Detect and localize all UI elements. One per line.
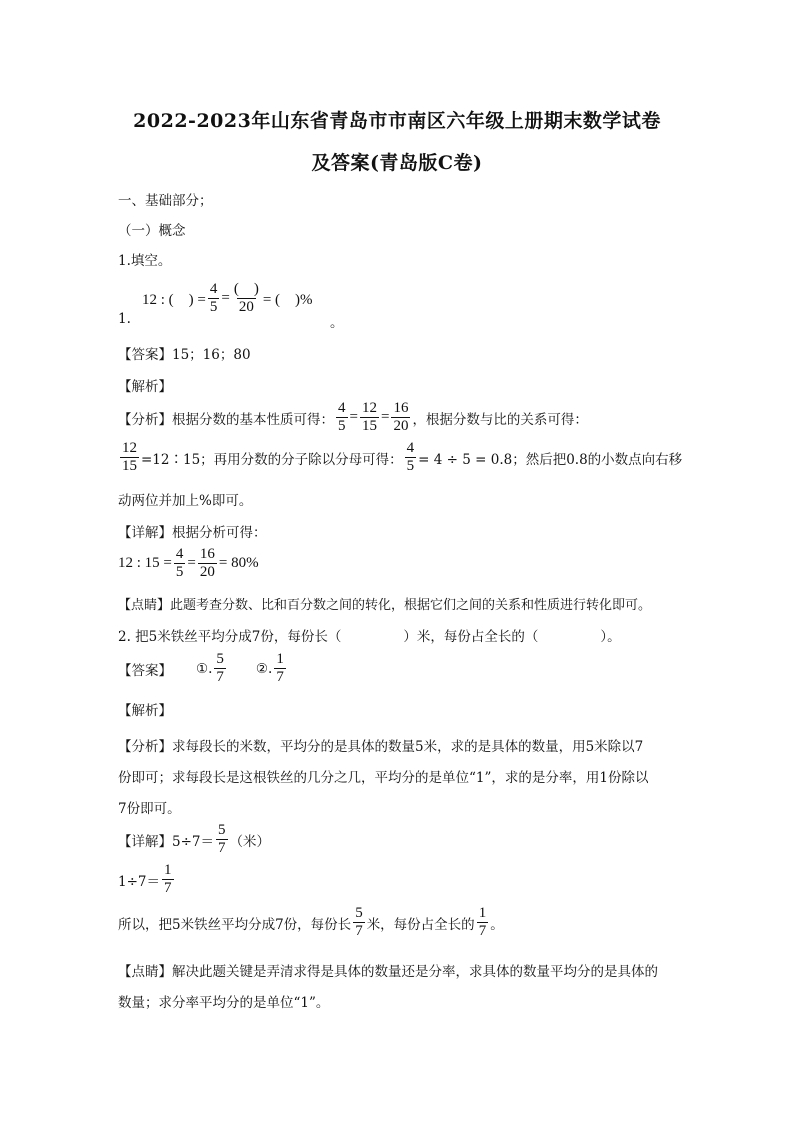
num: 4 bbox=[406, 440, 415, 456]
q1-end: 。 bbox=[330, 315, 344, 331]
section-heading: 一、基础部分； bbox=[118, 193, 213, 209]
q2-so-frac-2 bbox=[477, 905, 489, 940]
num: 5 bbox=[216, 651, 224, 667]
q2-ans1-frac bbox=[214, 651, 226, 686]
num: 16 bbox=[199, 546, 215, 562]
q2-ans2-frac bbox=[274, 651, 286, 686]
den: 5 bbox=[175, 564, 184, 580]
q1-fx-frac-1 bbox=[336, 400, 348, 435]
q2-conclusion bbox=[118, 905, 504, 940]
q2-stem-b: ）米，每份占全长的（ bbox=[403, 629, 539, 645]
q2-so-frac-1 bbox=[353, 905, 365, 940]
q1-f1-num: 4 bbox=[209, 281, 218, 297]
q1-number: 1. bbox=[118, 311, 131, 327]
den: 20 bbox=[199, 564, 215, 580]
q1-fenxi-line-2 bbox=[118, 440, 682, 475]
q2-so-b: 米，每份占全长的 bbox=[366, 916, 475, 933]
q1-f1-den: 5 bbox=[209, 299, 218, 315]
q1-analysis-heading: 【解析】 bbox=[118, 379, 172, 395]
den: 7 bbox=[218, 840, 226, 856]
num: 12 bbox=[122, 440, 137, 456]
title-line-1: 2022-2023年山东省青岛市市南区六年级上册期末数学试卷 bbox=[133, 110, 661, 132]
q1-fenxi-line-3: 动两位并加上%即可。 bbox=[118, 493, 253, 509]
q1-fenxi-line-1 bbox=[118, 400, 588, 435]
q1-xj-a: 12 : 15 = bbox=[118, 555, 172, 571]
q2-comment-1: 【点睛】解决此题关键是弄清求得是具体的数量还是分率，求具体的数量平均分的是具体的 bbox=[118, 964, 658, 980]
q1-fraction-1 bbox=[208, 281, 220, 316]
q1-eq-b: = bbox=[221, 290, 230, 306]
q1-xj-frac-2 bbox=[198, 546, 217, 581]
q1-answer: 【答案】15；16；80 bbox=[118, 347, 251, 363]
q1-fx-frac-3 bbox=[391, 400, 410, 435]
num: 16 bbox=[393, 400, 409, 416]
q2-fenxi-2: 份即可；求每段长是这根铁丝的几分之几，平均分的是单位“1”，求的是分率，用1份除以 bbox=[118, 770, 649, 786]
q2-answer-label: 【答案】 bbox=[118, 662, 172, 679]
q2-xj2-frac bbox=[162, 862, 174, 897]
q1-fenxi-a: 【分析】根据分数的基本性质可得： bbox=[118, 411, 334, 428]
q1-fenxi-d: = 4 ÷ 5 = 0.8；然后把0.8的小数点向右移 bbox=[418, 451, 683, 468]
q2-fenxi-3: 7份即可。 bbox=[118, 801, 181, 817]
num: 1 bbox=[164, 862, 172, 878]
q1-comment: 【点睛】此题考查分数、比和百分数之间的转化，根据它们之间的关系和性质进行转化即可。 bbox=[118, 598, 652, 613]
q2-stem bbox=[118, 625, 621, 645]
q1-equation bbox=[142, 281, 313, 316]
den: 7 bbox=[216, 669, 224, 685]
den: 5 bbox=[406, 458, 415, 474]
equals: = bbox=[187, 555, 196, 571]
q2-stem-a: 2. 把5米铁丝平均分成7份，每份长（ bbox=[118, 629, 342, 645]
equals: = bbox=[380, 409, 390, 425]
q1-detail-heading: 【详解】根据分析可得： bbox=[118, 525, 267, 541]
q1-f2-den: 20 bbox=[238, 299, 254, 315]
den: 15 bbox=[122, 458, 137, 474]
q1-eq-c: = ( )% bbox=[262, 292, 313, 308]
q1-fx-frac-2 bbox=[360, 400, 379, 435]
den: 7 bbox=[355, 923, 363, 939]
title-line-2: 及答案(青岛版C卷) bbox=[311, 152, 483, 174]
equals: = bbox=[349, 409, 358, 425]
q1-xj-b: = 80% bbox=[218, 555, 259, 571]
q1-fraction-2 bbox=[232, 281, 261, 316]
q1-fx-frac-5 bbox=[405, 440, 417, 475]
q2-xj2-a: 1÷7＝ bbox=[118, 873, 160, 890]
den: 7 bbox=[478, 923, 487, 939]
q1-f2-num: ( ) bbox=[233, 281, 259, 297]
num: 1 bbox=[478, 905, 487, 921]
q2-comment-2: 数量；求分率平均分的是单位“1”。 bbox=[118, 995, 330, 1011]
q2-so-a: 所以，把5米铁丝平均分成7份，每份长 bbox=[118, 916, 352, 933]
den: 7 bbox=[276, 669, 284, 685]
den: 15 bbox=[361, 418, 377, 434]
den: 7 bbox=[164, 880, 172, 896]
q2-ans1-mark: ①. bbox=[196, 660, 213, 677]
q2-analysis-heading: 【解析】 bbox=[118, 703, 172, 719]
q2-fenxi-1: 【分析】求每段长的米数，平均分的是具体的数量5米，求的是具体的数量，用5米除以7 bbox=[118, 739, 644, 755]
num: 4 bbox=[175, 546, 184, 562]
q1-eq-a: 12 : ( ) = bbox=[142, 292, 206, 308]
q1-fenxi-c: =12∶15；再用分数的分子除以分母可得： bbox=[141, 451, 403, 468]
num: 5 bbox=[218, 822, 226, 838]
num: 12 bbox=[361, 400, 377, 416]
num: 1 bbox=[276, 651, 284, 667]
q1-fenxi-b: ，根据分数与比的关系可得： bbox=[412, 411, 588, 428]
subsection-heading: （一）概念 bbox=[118, 223, 186, 239]
q2-xj-unit: （米） bbox=[229, 833, 270, 850]
q2-stem-c: ）。 bbox=[600, 629, 621, 645]
q1-detail-equation bbox=[118, 546, 259, 581]
q1-fx-frac-4 bbox=[120, 440, 139, 475]
q2-detail-2 bbox=[118, 862, 176, 897]
den: 20 bbox=[393, 418, 409, 434]
q2-xj-frac bbox=[216, 822, 228, 857]
q2-detail-1 bbox=[118, 822, 270, 857]
q2-ans2-mark: ②. bbox=[255, 660, 273, 677]
num: 5 bbox=[355, 905, 363, 921]
q1-xj-frac-1 bbox=[174, 546, 186, 581]
q2-xj-label: 【详解】5÷7＝ bbox=[118, 833, 214, 850]
q2-answer bbox=[118, 651, 288, 686]
q1-label: 1.填空。 bbox=[118, 253, 172, 269]
q2-so-c: 。 bbox=[490, 916, 504, 933]
den: 5 bbox=[338, 418, 346, 434]
num: 4 bbox=[338, 400, 346, 416]
